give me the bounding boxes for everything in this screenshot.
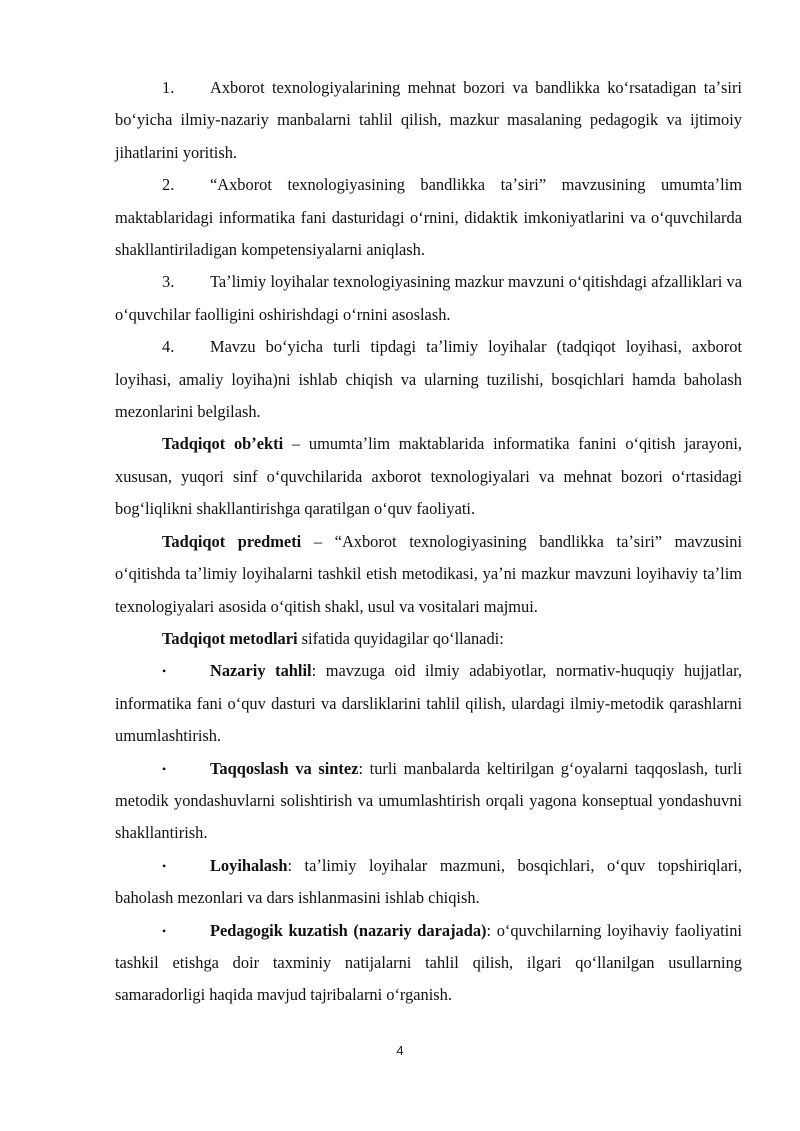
task-number: 1. <box>162 78 175 97</box>
method-item-2 <box>115 753 742 850</box>
document-page <box>115 72 742 1012</box>
task-text: Taʼlimiy loyihalar texnologiyasining mazkur mavzuni oʻqitishdagi afzalliklari va oʻquvchilar faolligini oshirishdagi oʻrnini asoslash. <box>115 272 742 324</box>
research-subject-text: – “Axborot texnologiyasining bandlikka taʼsiri” mavzusini oʻqitishda taʼlimiy loyihalarni tashkil etish metodikasi, yaʼni mazkur mavzuni loyihaviy taʼlim texnologiyalari asosida oʻqitish shakl, usul va vositalari majmui. <box>115 531 743 616</box>
method-label: Pedagogik kuzatish (nazariy darajada) <box>210 920 487 940</box>
method-text: : taʼlimiy loyihalar mazmuni, bosqichlari, oʻquv topshiriqlari, baholash mezonlari va dars ishlanmasini ishlab chiqish. <box>115 855 742 908</box>
bullet-icon: • <box>162 664 167 679</box>
research-methods-label: Tadqiqot metodlari <box>162 628 298 648</box>
task-number: 3. <box>162 272 175 292</box>
bullet-icon: • <box>162 923 167 938</box>
method-item-1 <box>115 655 742 752</box>
research-methods-paragraph <box>115 623 742 655</box>
task-number: 4. <box>162 337 175 357</box>
method-text: : turli manbalarda keltirilgan gʻoyalarni taqqoslash, turli metodik yondashuvlarni solishtirish va umumlashtirish orqali yagona konseptual yondashuvni shakllantirish. <box>115 758 742 843</box>
research-methods-text: sifatida quyidagilar qoʻllanadi: <box>297 628 504 648</box>
page-number: 4 <box>396 1043 404 1058</box>
task-text: Axborot texnologiyalarining mehnat bozori va bandlikka koʻrsatadigan taʼsiri boʻyicha ilmiy-nazariy manbalarni tahlil qilish, mazkur masalaning pedagogik va ijtimoiy jihatlarini yoritish. <box>115 78 742 162</box>
task-item-1 <box>115 72 742 169</box>
method-item-4 <box>115 915 742 1012</box>
research-object-text: – umumtaʼlim maktablarida informatika fanini oʻqitish jarayoni, xususan, yuqori sinf oʻquvchilarida axborot texnologiyalari va mehnat bozori oʻrtasidagi bogʻliqlikni shakllantirishga qaratilgan oʻquv faoliyati. <box>115 434 742 519</box>
task-item-2 <box>115 169 742 266</box>
method-text: : oʻquvchilarning loyihaviy faoliyatini tashkil etishga doir taxminiy natijalarni tahlil qilish, ilgari qoʻllanilgan usullarning samaradorligi haqida mavjud tajribalarni oʻrganish. <box>115 920 742 1005</box>
method-text: : mavzuga oid ilmiy adabiyotlar, normativ-huquqiy hujjatlar, informatika fani oʻquv dasturi va darsliklarini tahlil qilish, ulardagi ilmiy-metodik qarashlarni umumlashtirish. <box>115 661 742 746</box>
task-item-4 <box>115 331 742 428</box>
method-label: Loyihalash <box>210 855 288 875</box>
research-object-paragraph <box>115 428 742 525</box>
method-label: Taqqoslash va sintez <box>210 758 359 778</box>
method-label: Nazariy tahlil <box>210 661 312 681</box>
bullet-icon: • <box>162 761 167 776</box>
research-subject-label: Tadqiqot predmeti <box>162 531 302 551</box>
research-subject-paragraph <box>115 526 742 623</box>
task-text: “Axborot texnologiyasining bandlikka taʼsiri” mavzusining umumtaʼlim maktablaridagi informatika fani dasturidagi oʻrnini, didaktik imkoniyatlarini va oʻquvchilarda shakllantiriladigan kompetensiyalarni aniqlash. <box>115 175 742 260</box>
task-number: 2. <box>162 175 175 195</box>
method-item-3 <box>115 850 742 915</box>
bullet-icon: • <box>162 858 167 873</box>
research-object-label: Tadqiqot obʼekti <box>162 434 284 454</box>
task-text: Mavzu boʻyicha turli tipdagi taʼlimiy loyihalar (tadqiqot loyihasi, axborot loyihasi, amaliy loyiha)ni ishlab chiqish va ularning tuzilishi, bosqichlari hamda baholash mezonlarini belgilash. <box>115 337 742 422</box>
task-item-3 <box>115 266 742 331</box>
